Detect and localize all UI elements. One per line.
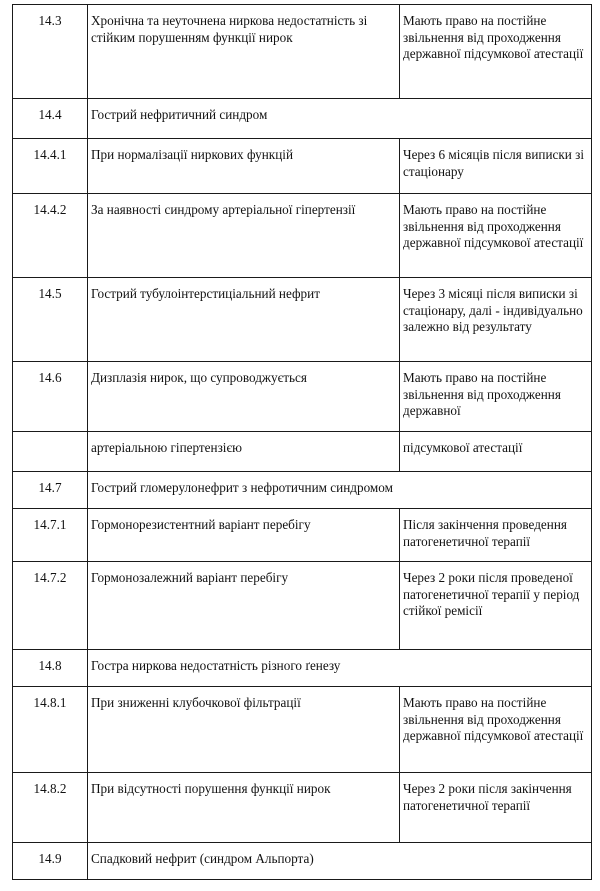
- row-code: [13, 432, 88, 472]
- row-code: 14.7: [13, 472, 88, 509]
- row-code: 14.4.1: [13, 139, 88, 194]
- row-term: Мають право на постійне звільнення від проходження державної підсумкової атестації: [400, 687, 592, 773]
- row-code: 14.8.1: [13, 687, 88, 773]
- row-condition: Гостра ниркова недостатність різного ґенезу: [88, 650, 592, 687]
- conditions-table: [12, 4, 592, 880]
- row-condition: Гормонорезистентний варіант перебігу: [88, 509, 400, 562]
- table-row: [13, 472, 592, 509]
- row-term: Через 2 роки після закінчення патогенетичної терапії: [400, 773, 592, 843]
- table-row: [13, 509, 592, 562]
- row-code: 14.8.2: [13, 773, 88, 843]
- row-condition: При зниженні клубочкової фільтрації: [88, 687, 400, 773]
- row-condition: Хронічна та неуточнена ниркова недостатність зі стійким порушенням функції нирок: [88, 5, 400, 99]
- table-row: [13, 139, 592, 194]
- row-term: Мають право на постійне звільнення від проходження державної: [400, 362, 592, 432]
- row-condition: Гострий тубулоінтерстиціальний нефрит: [88, 278, 400, 362]
- row-code: 14.9: [13, 843, 88, 880]
- row-condition: Дизплазія нирок, що супроводжується: [88, 362, 400, 432]
- table-row: [13, 99, 592, 139]
- row-code: 14.7.1: [13, 509, 88, 562]
- row-term: підсумкової атестації: [400, 432, 592, 472]
- row-code: 14.3: [13, 5, 88, 99]
- table-row: [13, 687, 592, 773]
- row-code: 14.6: [13, 362, 88, 432]
- row-term: Мають право на постійне звільнення від проходження державної підсумкової атестації: [400, 194, 592, 278]
- row-code: 14.5: [13, 278, 88, 362]
- row-term: Через 2 роки після проведеної патогенетичної терапії у період стійкої ремісії: [400, 562, 592, 650]
- row-term: Після закінчення проведення патогенетичної терапії: [400, 509, 592, 562]
- table-row: [13, 562, 592, 650]
- table-row: [13, 773, 592, 843]
- row-condition: Гострий гломерулонефрит з нефротичним синдромом: [88, 472, 592, 509]
- row-condition: артеріальною гіпертензією: [88, 432, 400, 472]
- row-condition: Гормонозалежний варіант перебігу: [88, 562, 400, 650]
- row-condition: Гострий нефритичний синдром: [88, 99, 592, 139]
- table-row: [13, 362, 592, 432]
- row-code: 14.4: [13, 99, 88, 139]
- table-row: [13, 432, 592, 472]
- table-row: [13, 278, 592, 362]
- row-condition: За наявності синдрому артеріальної гіпертензії: [88, 194, 400, 278]
- row-term: Мають право на постійне звільнення від проходження державної підсумкової атестації: [400, 5, 592, 99]
- table-row: [13, 650, 592, 687]
- row-term: Через 6 місяців після виписки зі стаціонару: [400, 139, 592, 194]
- table-row: [13, 843, 592, 880]
- row-condition: Спадковий нефрит (синдром Альпорта): [88, 843, 592, 880]
- row-condition: При відсутності порушення функції нирок: [88, 773, 400, 843]
- table-row: [13, 194, 592, 278]
- row-code: 14.4.2: [13, 194, 88, 278]
- table-row: [13, 5, 592, 99]
- row-code: 14.8: [13, 650, 88, 687]
- row-code: 14.7.2: [13, 562, 88, 650]
- row-term: Через 3 місяці після виписки зі стаціонару, далі - індивідуально залежно від результату: [400, 278, 592, 362]
- row-condition: При нормалізації ниркових функцій: [88, 139, 400, 194]
